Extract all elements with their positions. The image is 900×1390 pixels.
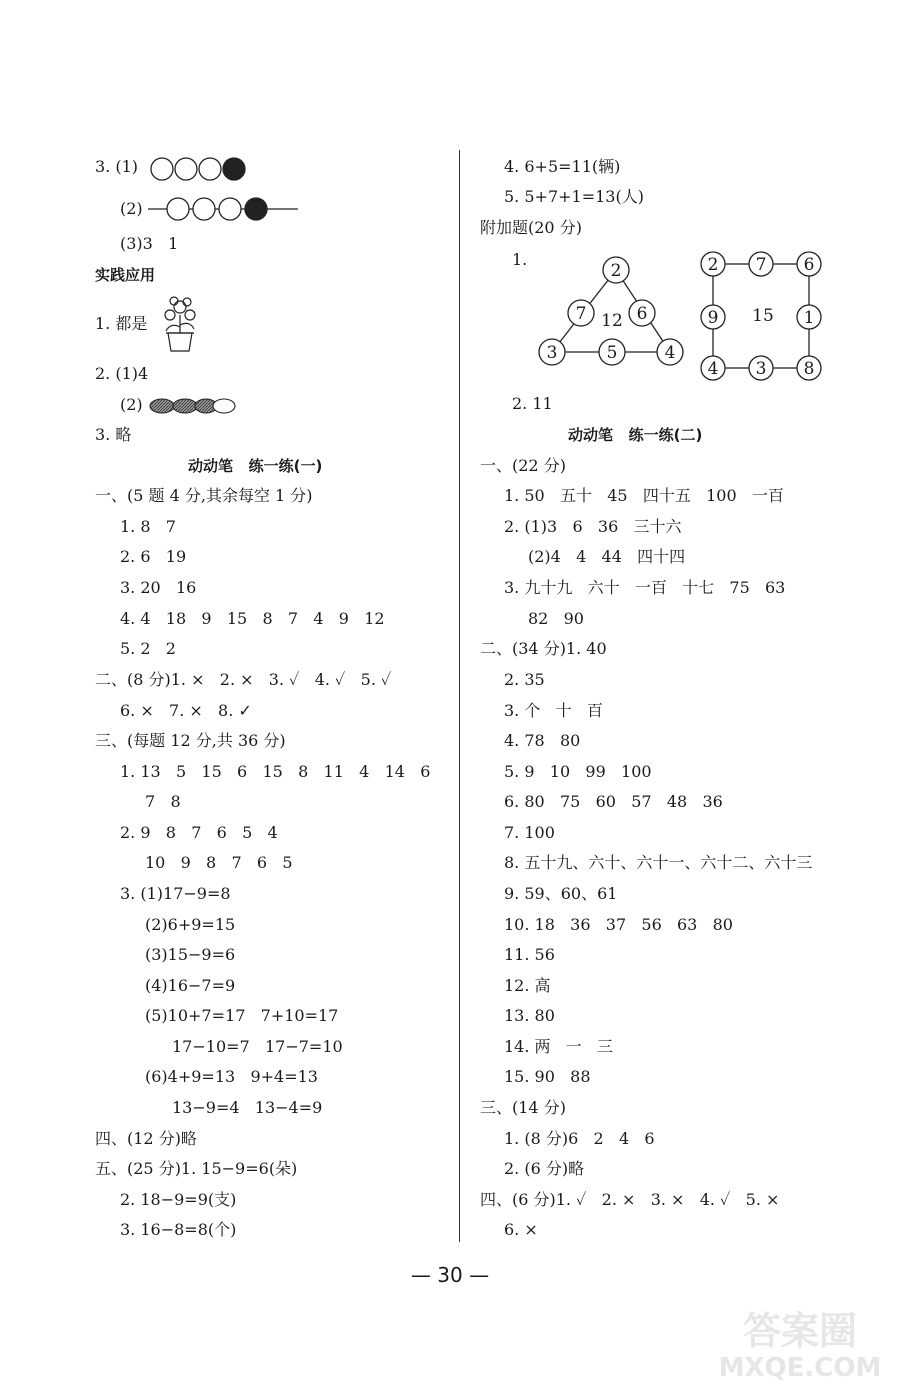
section-heading: 动动笔 练一练(一) (188, 457, 323, 475)
answer-line: 1. 50 五十 45 四十五 100 一百 (504, 486, 784, 505)
answer-line: 6. × 7. × 8. ✓ (120, 701, 252, 720)
triangle-bottom-right: 4 (664, 343, 676, 363)
square-tl: 2 (707, 255, 719, 275)
answer-line: 三、(每题 12 分,共 36 分) (95, 731, 286, 750)
answer-line: 2. 9 8 7 6 5 4 (120, 823, 278, 842)
triangle-bottom-mid: 5 (606, 343, 618, 363)
answer-line: 附加题(20 分) (480, 218, 582, 237)
answer-line: 二、(8 分)1. × 2. × 3. ✓ 4. ✓ 5. ✓ (95, 670, 392, 689)
square-ml: 9 (707, 308, 719, 328)
beads-figure-2 (148, 195, 303, 225)
answer-line: 5. 2 2 (120, 639, 176, 658)
bead-filled (223, 158, 245, 180)
answer-line: 2. 18−9=9(支) (120, 1190, 237, 1209)
answer-line: 17−10=7 17−7=10 (172, 1037, 343, 1056)
answer-line: 2. (1)3 6 36 三十六 (504, 517, 682, 536)
beads-figure-1 (148, 155, 258, 185)
answer-line: 1. 13 5 15 6 15 8 11 4 14 6 (120, 762, 431, 781)
square-tm: 7 (755, 255, 767, 275)
bead-empty (175, 158, 197, 180)
answer-line: 2. 35 (504, 670, 545, 689)
answer-line: 12. 高 (504, 976, 551, 995)
watermark-text-cn: 答案圈 (742, 1309, 858, 1353)
answer-line: 4. 6+5=11(辆) (504, 157, 621, 176)
bead-filled (245, 198, 267, 220)
answer-line: 10 9 8 7 6 5 (145, 853, 293, 872)
triangle-bottom-left: 3 (546, 343, 558, 363)
answer-line: (2)6+9=15 (145, 915, 236, 934)
watermark-logo (710, 1302, 890, 1382)
answer-line: 四、(12 分)略 (95, 1129, 197, 1148)
triangle-top: 2 (610, 261, 622, 281)
answer-line: 3. (1)17−9=8 (120, 884, 231, 903)
bead-empty (199, 158, 221, 180)
answer-line: 9. 59、60、61 (504, 884, 618, 903)
answer-line: 五、(25 分)1. 15−9=6(朵) (95, 1159, 298, 1178)
answer-line: 2. 6 19 (120, 547, 187, 566)
answer-line: 3. 20 16 (120, 578, 197, 597)
answer-line: 8. 五十九、六十、六十一、六十二、六十三 (504, 853, 813, 872)
square-center: 15 (752, 306, 774, 326)
answer-line: 1. 都是 (95, 314, 148, 333)
square-tr: 6 (803, 255, 815, 275)
section-heading: 实践应用 (95, 266, 156, 284)
triangle-center: 12 (601, 311, 623, 331)
answer-line: 三、(14 分) (480, 1098, 566, 1117)
square-puzzle (696, 250, 831, 385)
answer-line: (6)4+9=13 9+4=13 (145, 1067, 318, 1086)
answer-line: 四、(6 分)1. ✓ 2. × 3. × 4. ✓ 5. × (480, 1190, 780, 1209)
answer-line: 11. 56 (504, 945, 555, 964)
answer-line: (3)15−9=6 (145, 945, 236, 964)
flower-pot-icon (156, 293, 202, 355)
answer-line: (2) (120, 395, 143, 414)
answer-line: (2) (120, 199, 143, 218)
answer-line: 4. 4 18 9 15 8 7 4 9 12 (120, 609, 385, 628)
answer-line: 10. 18 36 37 56 63 80 (504, 915, 733, 934)
page-number: — 30 — (410, 1263, 490, 1287)
square-bl: 4 (707, 359, 719, 379)
answer-line: 3. 个 十 百 (504, 701, 603, 720)
bead-empty (151, 158, 173, 180)
answer-line: 2. 11 (512, 394, 553, 413)
watermark-text-en: MXQE.COM (718, 1353, 882, 1382)
answer-line: 3. 九十九 六十 一百 十七 75 63 (504, 578, 786, 597)
answer-line: 6. 80 75 60 57 48 36 (504, 792, 723, 811)
answer-line: 二、(34 分)1. 40 (480, 639, 607, 658)
answer-line: 5. 9 10 99 100 (504, 762, 652, 781)
answer-line: 82 90 (528, 609, 584, 628)
square-mr: 1 (803, 308, 815, 328)
answer-line: 13. 80 (504, 1006, 555, 1025)
section-heading: 动动笔 练一练(二) (568, 426, 703, 444)
answer-line: 3. (1) (95, 157, 139, 176)
answer-line: (4)16−7=9 (145, 976, 236, 995)
answer-line: 1. 8 7 (120, 517, 176, 536)
answer-line: (5)10+7=17 7+10=17 (145, 1006, 339, 1025)
oval-bead-shaded (150, 399, 174, 413)
answer-line: 5. 5+7+1=13(人) (504, 187, 644, 206)
answer-line: 15. 90 88 (504, 1067, 591, 1086)
oval-beads-figure (148, 396, 238, 416)
answer-line: 3. 16−8=8(个) (120, 1220, 237, 1239)
answer-line: 7. 100 (504, 823, 555, 842)
answer-line: 1. (8 分)6 2 4 6 (504, 1129, 655, 1148)
oval-bead-shaded (173, 399, 197, 413)
answer-line: 14. 两 一 三 (504, 1037, 614, 1056)
triangle-left-mid: 7 (575, 304, 587, 324)
bead-empty (167, 198, 189, 220)
answer-line: 4. 78 80 (504, 731, 581, 750)
oval-bead-empty (213, 399, 235, 413)
bead-empty (219, 198, 241, 220)
answer-line: 2. (6 分)略 (504, 1159, 585, 1178)
answer-line: 6. × (504, 1220, 538, 1239)
answer-line: 一、(5 题 4 分,其余每空 1 分) (95, 486, 313, 505)
answer-line: (3)3 1 (120, 234, 179, 253)
bead-empty (193, 198, 215, 220)
answer-line: 7 8 (145, 792, 181, 811)
column-divider (459, 150, 460, 1242)
answer-line: 1. (512, 250, 528, 269)
square-bm: 3 (755, 359, 767, 379)
answer-line: 3. 略 (95, 425, 132, 444)
answer-line: 13−9=4 13−4=9 (172, 1098, 323, 1117)
answer-line: 一、(22 分) (480, 456, 566, 475)
answer-line: 2. (1)4 (95, 364, 149, 383)
triangle-right-mid: 6 (636, 304, 648, 324)
square-br: 8 (803, 359, 815, 379)
answer-line: (2)4 4 44 四十四 (528, 547, 686, 566)
triangle-puzzle (530, 250, 690, 375)
